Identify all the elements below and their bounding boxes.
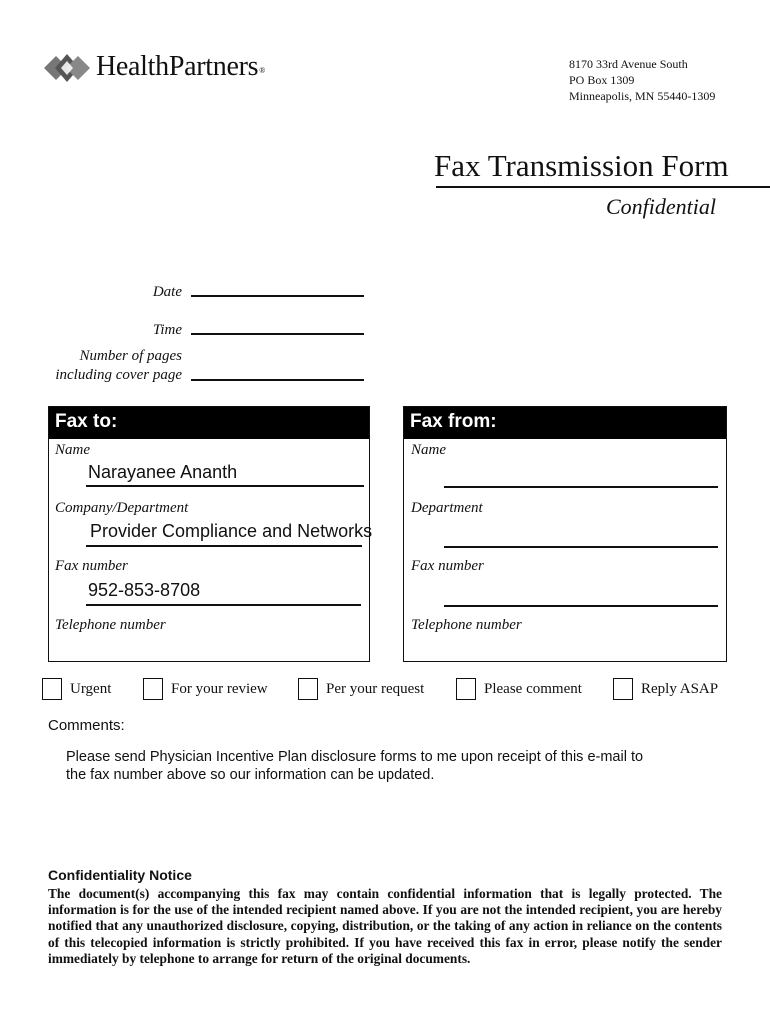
comments-line-2: the fax number above so our information can be updated. — [66, 767, 435, 783]
fax-to-fax-line — [86, 604, 361, 606]
reply-asap-checkbox[interactable] — [613, 678, 633, 700]
time-field[interactable] — [191, 333, 364, 335]
sender-address — [569, 56, 715, 104]
fax-to-header: Fax to: — [49, 407, 369, 439]
for-your-review-checkbox[interactable] — [143, 678, 163, 700]
fax-from-fax-field[interactable] — [444, 605, 718, 607]
address-line-1: 8170 33rd Avenue South — [569, 57, 688, 71]
please-comment-label: Please comment — [484, 681, 582, 697]
reply-asap-label: Reply ASAP — [641, 681, 719, 697]
urgent-checkbox[interactable] — [42, 678, 62, 700]
fax-from-name-field[interactable] — [444, 486, 718, 488]
urgent-label: Urgent — [70, 681, 112, 697]
confidentiality-notice-title: Confidentiality Notice — [48, 867, 192, 883]
form-subtitle: Confidential — [606, 194, 716, 219]
fax-from-department-label: Department — [411, 500, 483, 516]
date-label: Date — [152, 284, 182, 300]
fax-to-company-value[interactable]: Provider Compliance and Networks — [90, 521, 373, 541]
confidentiality-notice-text: The document(s) accompanying this fax may contain confidential information that is legally protected. The information is for the use of the intended recipient named above. If you are not the intended recipient, you are hereby notified that any unauthorized disclosure, copying, distribution, or the taking of any action in reliance on the contents of this telecopied information is strictly prohibited. If you have received this fax in error, please notify the sender immediately by telephone to arrange for return of the original documents. — [48, 886, 722, 966]
fax-to-name-value[interactable]: Narayanee Ananth — [88, 462, 238, 482]
address-line-2: PO Box 1309 — [569, 73, 635, 87]
title-rule — [436, 186, 770, 188]
fax-to-name-line — [86, 485, 364, 487]
per-your-request-checkbox[interactable] — [298, 678, 318, 700]
date-field[interactable] — [191, 295, 364, 297]
fax-to-name-label: Name — [55, 442, 90, 458]
pages-field[interactable] — [191, 379, 364, 381]
for-your-review-label: For your review — [171, 681, 268, 697]
comments-line-1: Please send Physician Incentive Plan disclosure forms to me upon receipt of this e-mail to — [66, 749, 644, 765]
time-label: Time — [152, 322, 182, 338]
comments-text — [66, 748, 706, 784]
fax-from-header: Fax from: — [404, 407, 726, 439]
comments-label: Comments: — [48, 717, 125, 734]
fax-from-name-label: Name — [411, 442, 446, 458]
fax-to-company-line — [86, 545, 362, 547]
form-title: Fax Transmission Form — [434, 148, 729, 183]
fax-from-department-field[interactable] — [444, 546, 718, 548]
fax-from-fax-label: Fax number — [411, 558, 484, 574]
address-line-3: Minneapolis, MN 55440-1309 — [569, 89, 716, 103]
per-your-request-label: Per your request — [326, 681, 425, 697]
please-comment-checkbox[interactable] — [456, 678, 476, 700]
fax-to-fax-label: Fax number — [55, 558, 128, 574]
healthpartners-diamond-icon — [44, 50, 90, 86]
fax-to-phone-label: Telephone number — [55, 617, 166, 633]
fax-to-fax-value[interactable]: 952-853-8708 — [88, 580, 201, 600]
pages-label: Number of pages including cover page — [55, 348, 182, 383]
fax-from-phone-label: Telephone number — [411, 617, 522, 633]
fax-to-company-label: Company/Department — [55, 500, 189, 516]
logo-text: HealthPartners® — [96, 51, 265, 82]
